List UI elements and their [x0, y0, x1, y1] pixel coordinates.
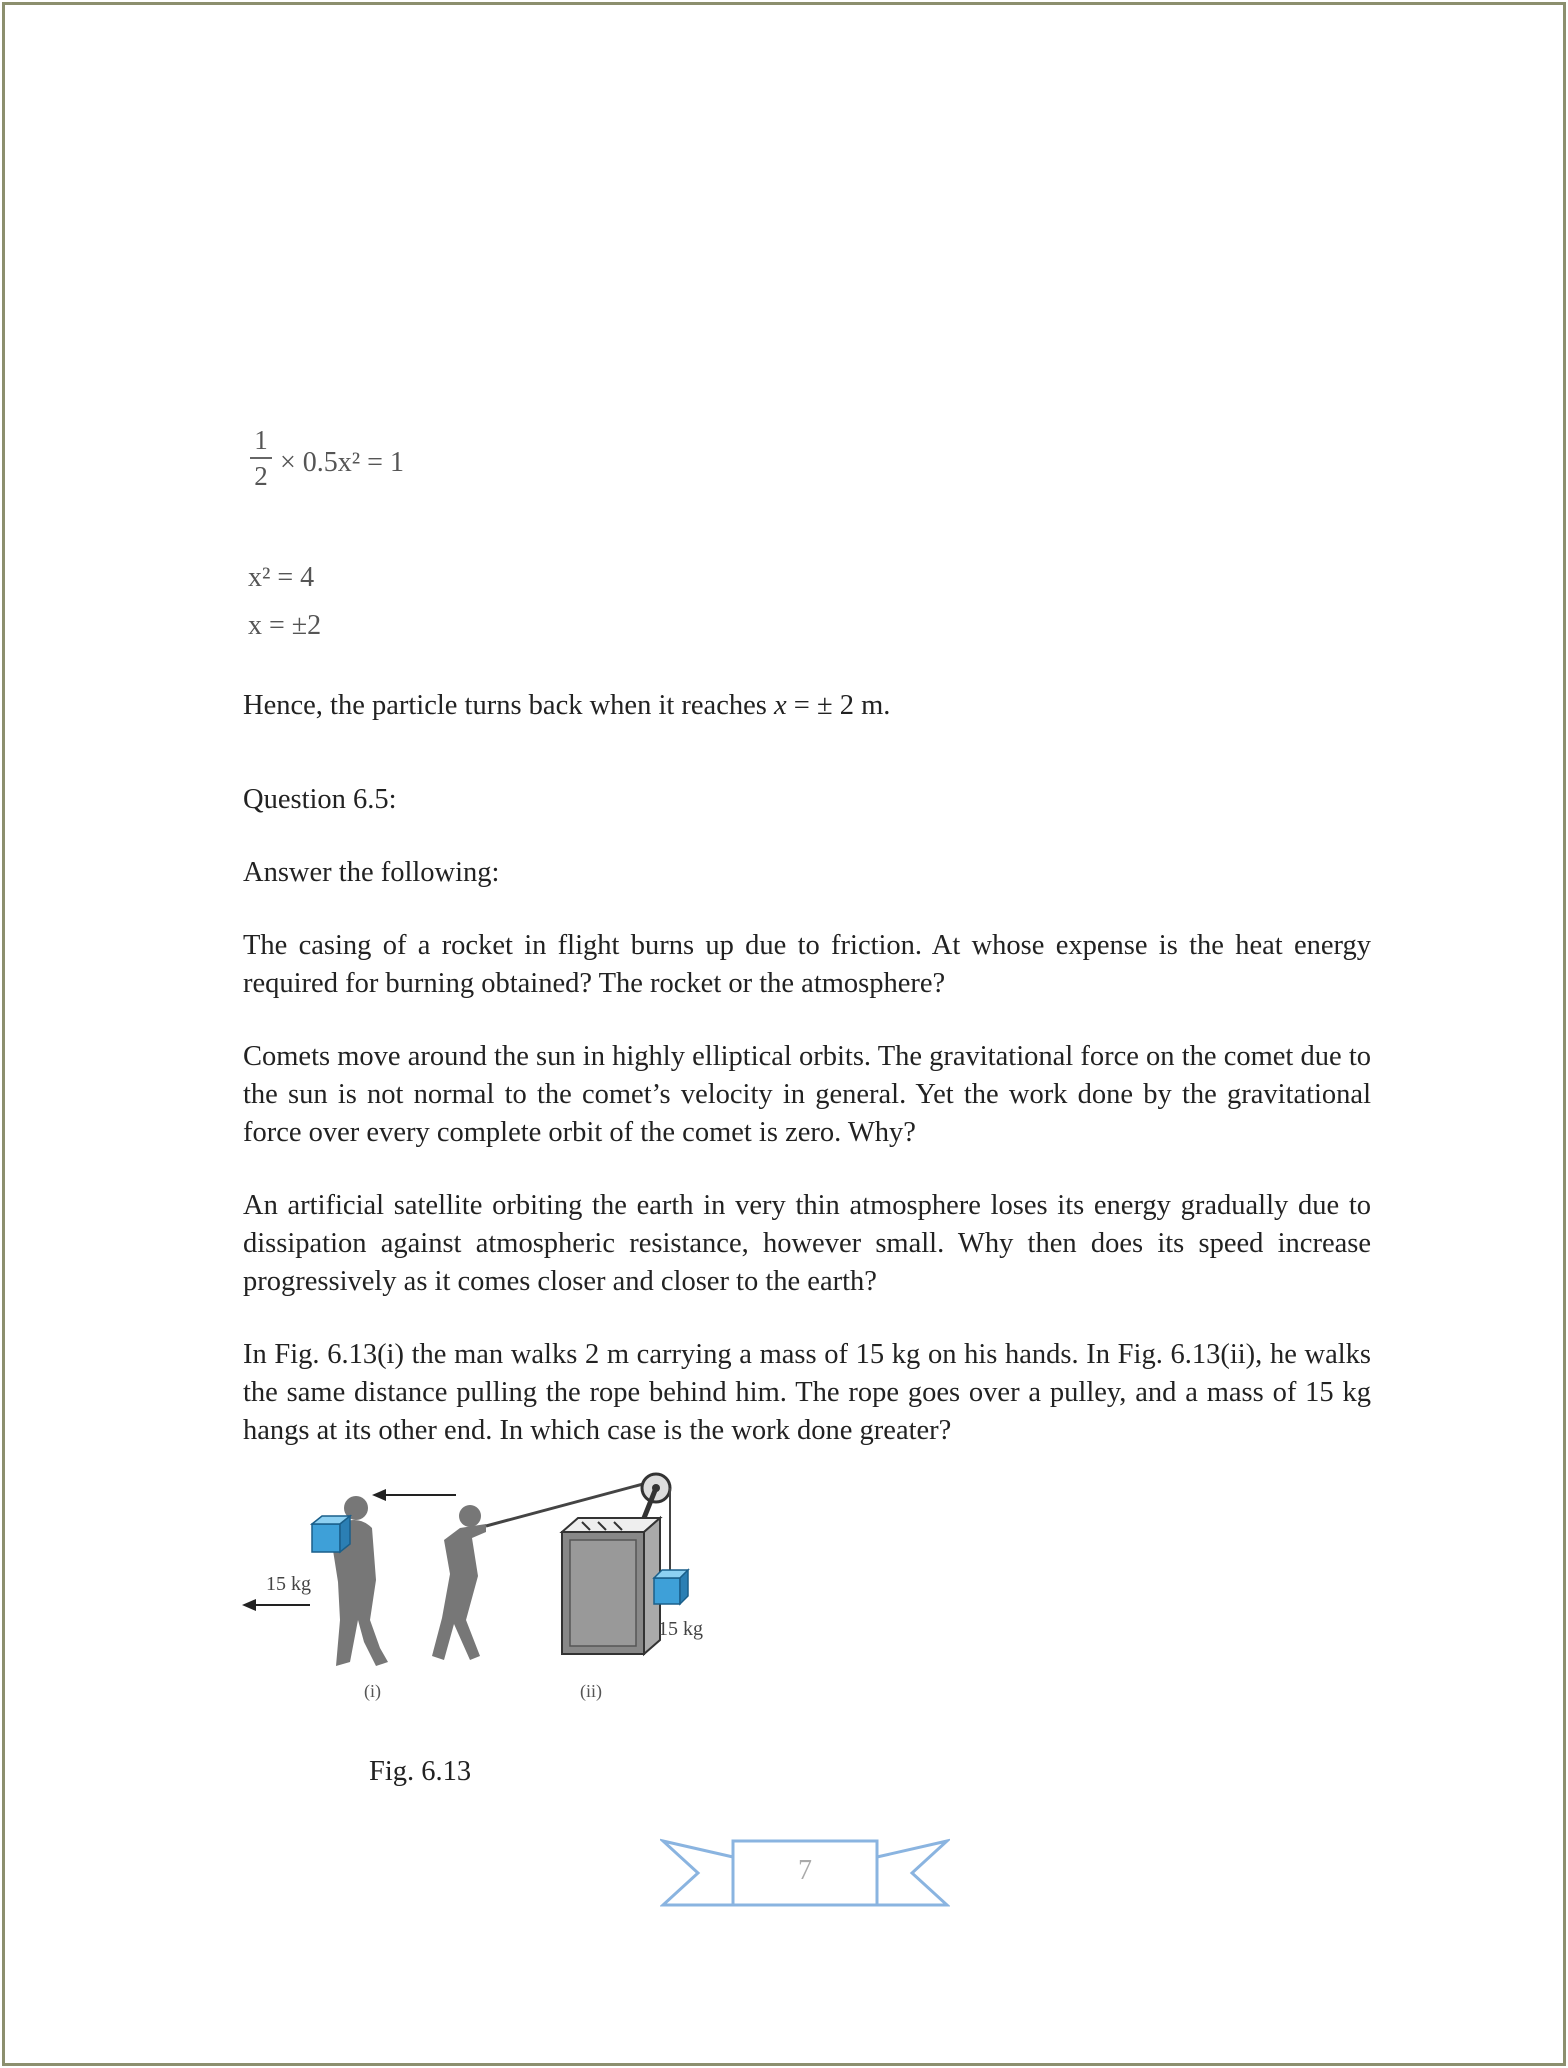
- page-border: [2, 2, 1566, 2066]
- arrow-head-left: [242, 1599, 256, 1611]
- figure-6-13: [240, 1470, 720, 1710]
- crate-icon: [562, 1518, 660, 1654]
- question-part-a: The casing of a rocket in flight burns up due to friction. At whose expense is the heat energy required for burning obtained? The rocket or the atmosphere?: [243, 930, 1371, 999]
- question-part-d: In Fig. 6.13(i) the man walks 2 m carrying a mass of 15 kg on his hands. In Fig. 6.13(ii), he walks the same distance pulling the rope behind him. The rope goes over a pulley, and a mass of 15 kg hangs at its other end. In which case is the work done greater?: [243, 1339, 1371, 1446]
- instruction-text: Answer the following:: [243, 857, 500, 888]
- mass-label-left: 15 kg: [266, 1573, 311, 1595]
- fraction-one-half: [250, 425, 272, 491]
- conclusion-text: [243, 687, 1371, 725]
- man-pulling-icon: [432, 1505, 486, 1660]
- fraction-bar: [250, 457, 272, 459]
- conclusion-variable: x: [773, 690, 787, 721]
- question-part-c: An artificial satellite orbiting the earth in very thin atmosphere loses its energy gradually due to dissipation against atmospheric resistance, however small. Why then does its speed increase progressively as it comes closer and closer to the earth?: [243, 1190, 1371, 1297]
- box-15kg-left-icon: [312, 1516, 350, 1552]
- arrow-head-top: [372, 1489, 386, 1501]
- conclusion-part-1: Hence, the particle turns back when it reaches: [243, 690, 774, 721]
- question-part-b: Comets move around the sun in highly elliptical orbits. The gravitational force on the comet due to the sun is not normal to the comet’s velocity in general. Yet the work done by the gravitational force over every complete orbit of the comet is zero. Why?: [243, 1041, 1371, 1148]
- page-number: 7: [798, 1855, 812, 1886]
- box-15kg-right-icon: [654, 1570, 688, 1604]
- equation-1: × 0.5x² = 1: [280, 447, 404, 478]
- conclusion-part-2: = ± 2 m.: [786, 690, 891, 721]
- figure-label-ii: (ii): [580, 1681, 602, 1701]
- question-label: Question 6.5:: [243, 784, 397, 815]
- figure-caption: Fig. 6.13: [369, 1756, 472, 1787]
- figure-label-i: (i): [364, 1681, 381, 1701]
- fraction-numerator: 1: [254, 425, 268, 455]
- equation-3: x = ±2: [248, 610, 322, 641]
- equation-2: x² = 4: [248, 562, 315, 593]
- mass-label-right: 15 kg: [658, 1618, 703, 1640]
- fraction-denominator: 2: [254, 461, 268, 491]
- figure-illustration: [240, 1470, 720, 1710]
